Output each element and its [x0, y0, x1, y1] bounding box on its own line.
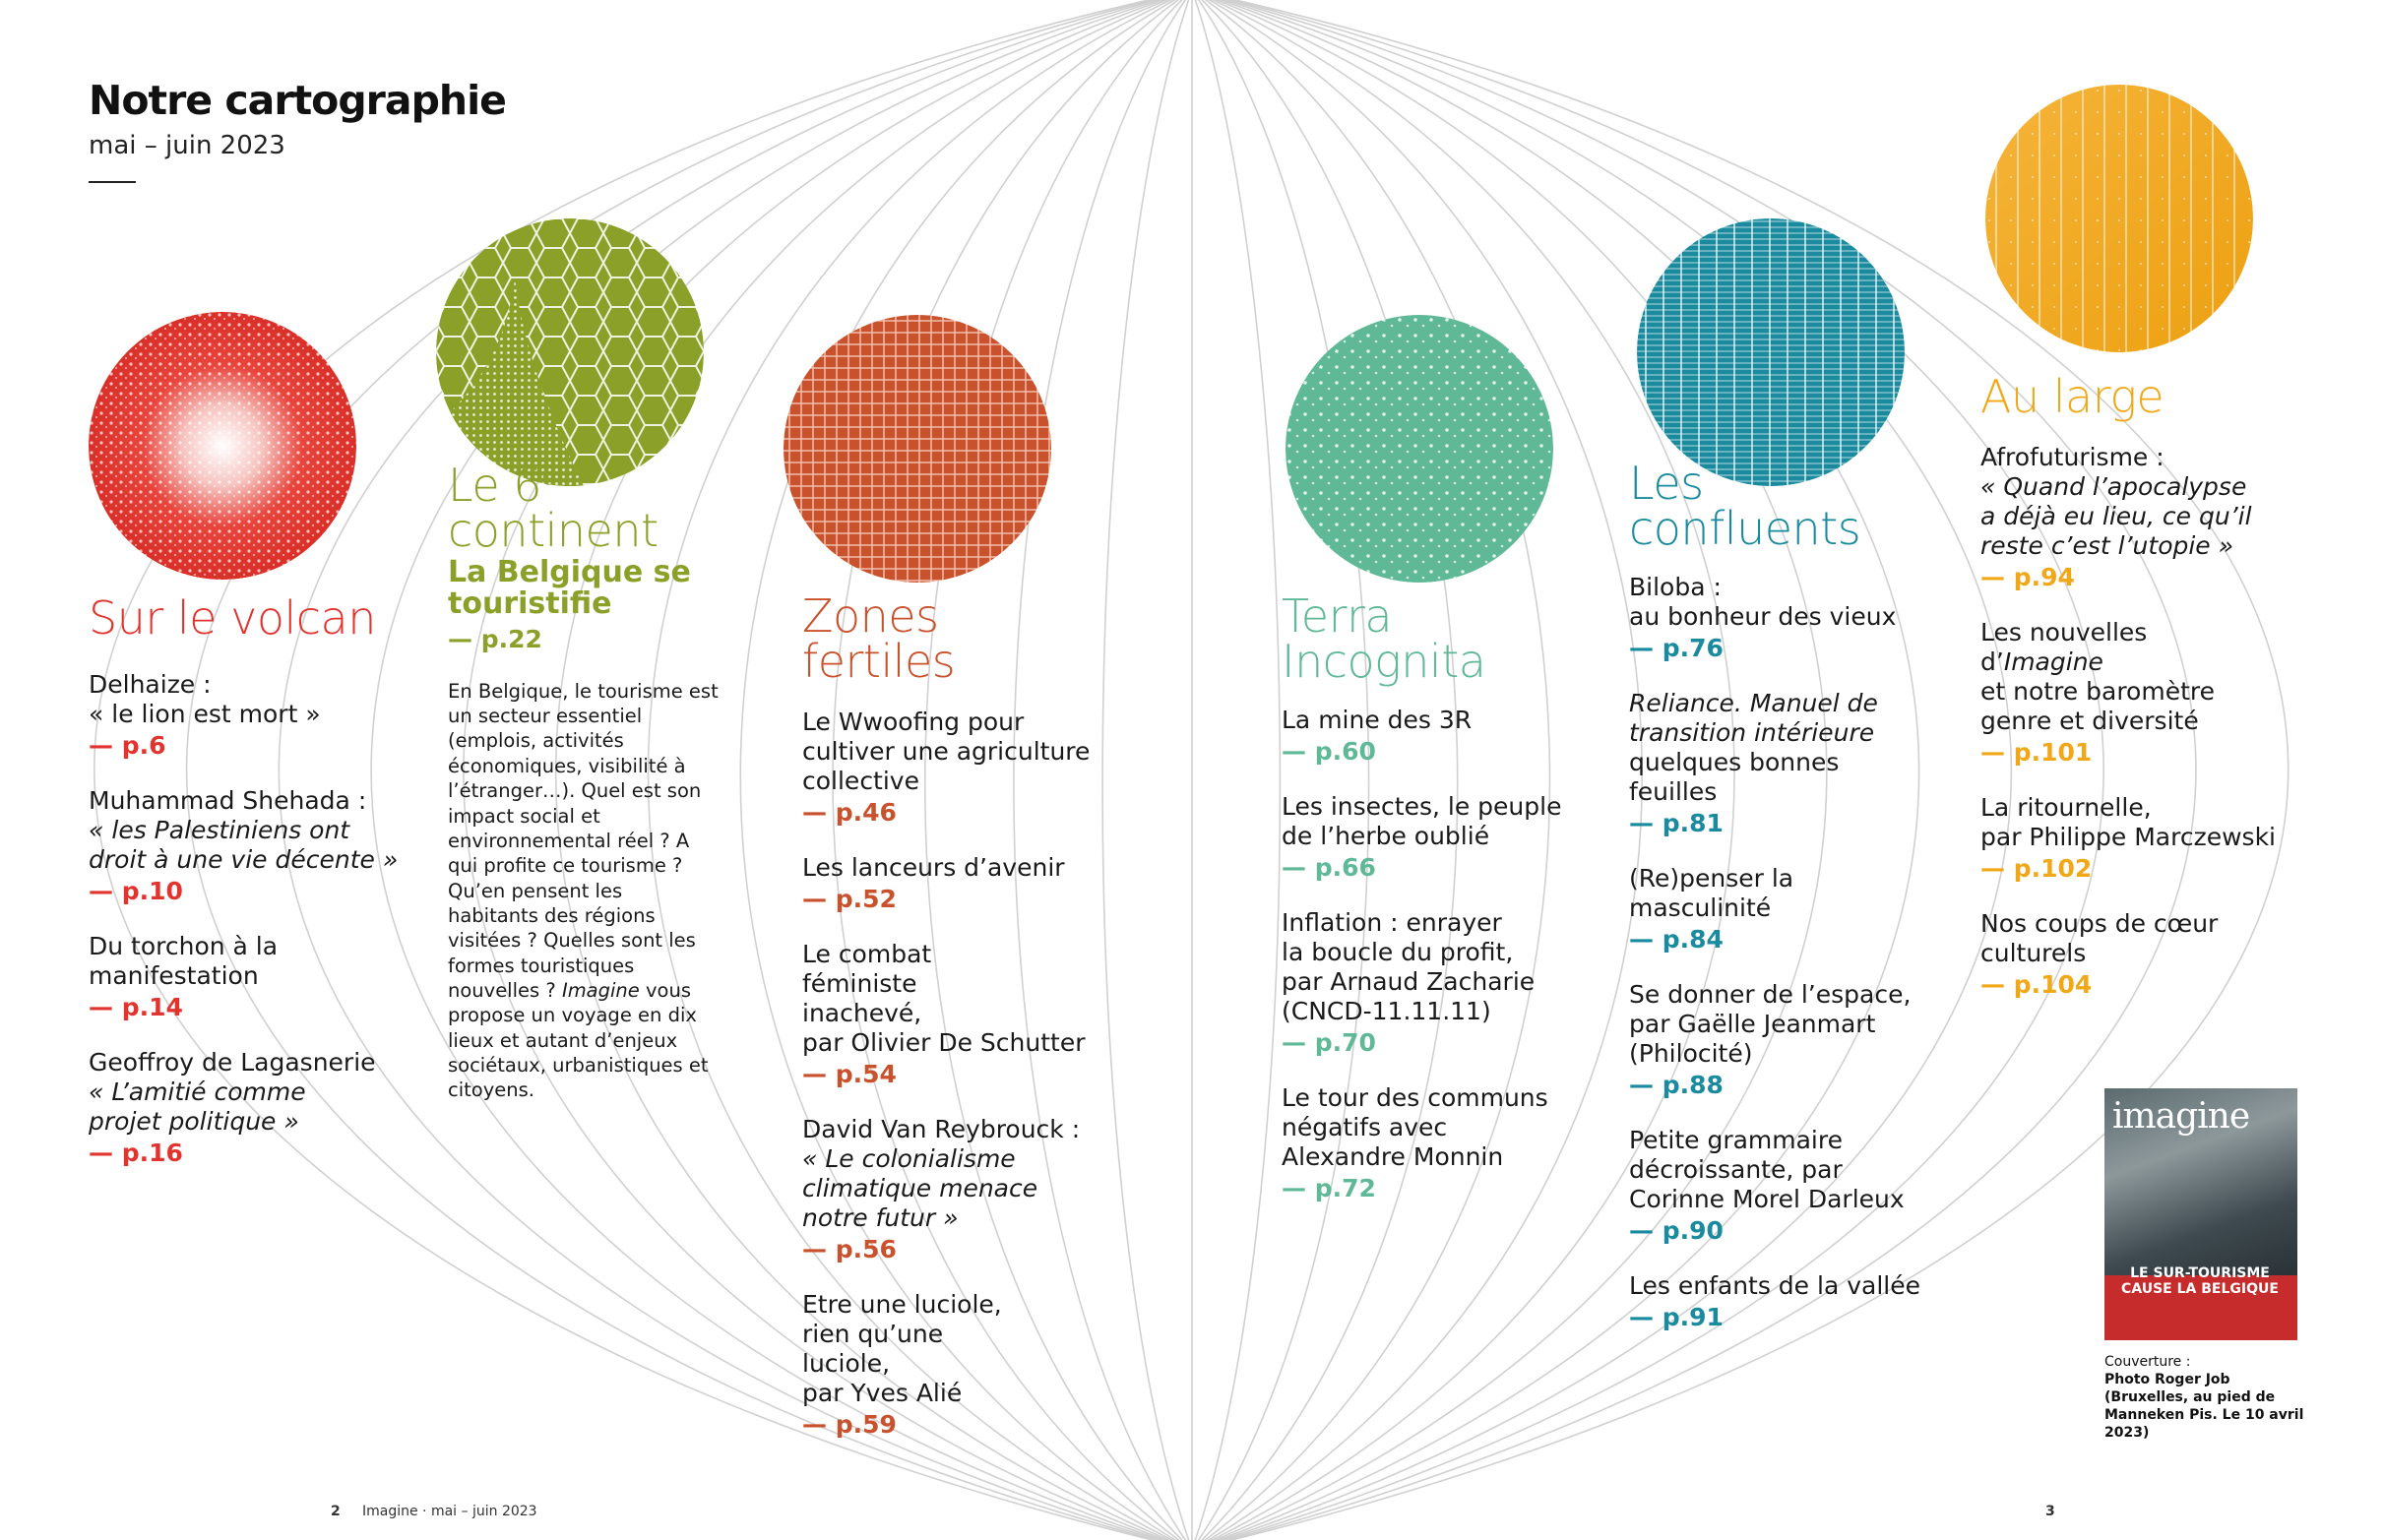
- au-large-circle-illustration: [1985, 85, 2253, 352]
- list-item[interactable]: [1629, 1126, 1934, 1246]
- item-title: Se donner de l’espace,: [1629, 980, 1912, 1009]
- list-item[interactable]: [1282, 706, 1577, 767]
- caption-text: Photo Roger Job (Bruxelles, au pied de Manneken Pis. Le 10 avril 2023): [2104, 1371, 2304, 1441]
- left-footer-text: Imagine · mai – juin 2023: [362, 1504, 537, 1519]
- item-title: Etre une luciole, rien qu’une luciole,: [802, 1290, 1002, 1378]
- page-ref: — p.59: [802, 1410, 897, 1439]
- confluents-circle-illustration: [1637, 218, 1905, 486]
- item-title: David Van Reybrouck :: [802, 1115, 1081, 1143]
- item-subtitle: au bonheur des vieux: [1629, 602, 1897, 631]
- item-title: Le Wwoofing pour cultiver une agriculture collective: [802, 708, 1091, 795]
- item-title: Nos coups de cœur culturels: [1980, 909, 2219, 967]
- item-title: Le tour des communs négatifs avec Alexandre Monnin: [1282, 1083, 1548, 1171]
- item-author: par Arnaud Zacharie (CNCD-11.11.11): [1282, 967, 1536, 1025]
- title-divider: [89, 181, 136, 183]
- item-title: Petite grammaire décroissante, par Corinne Morel Darleux: [1629, 1126, 1905, 1213]
- list-item[interactable]: [1629, 573, 1934, 663]
- page-ref: — p.6: [89, 731, 166, 760]
- page-ref: — p.88: [1629, 1071, 1724, 1099]
- list-item[interactable]: [1629, 1271, 1934, 1332]
- item-title: La mine des 3R: [1282, 706, 1473, 734]
- section-au-large: [1980, 370, 2276, 1025]
- list-item[interactable]: [1282, 908, 1577, 1058]
- list-item[interactable]: [802, 1290, 1098, 1440]
- sixth-continent-circle-illustration: [436, 218, 704, 486]
- fertile-zones-circle-illustration: [784, 315, 1051, 583]
- page-ref: — p.72: [1282, 1174, 1376, 1202]
- section-title: Sur le volcan: [89, 591, 376, 645]
- section-title: Les confluents: [1629, 457, 1861, 555]
- list-item[interactable]: [89, 932, 413, 1022]
- item-subtitle: et notre baromètre genre et diversité: [1980, 677, 2215, 735]
- page-ref: — p.70: [1282, 1028, 1376, 1057]
- section-title: Au large: [1980, 370, 2164, 423]
- item-title: La ritournelle,: [1980, 793, 2152, 822]
- item-quote: « les Palestiniens ont droit à une vie décente »: [89, 816, 399, 874]
- section-intro: En Belgique, le tourisme est un secteur essentiel (emplois, activités économiques, visibilité à l’étranger…). Quel est son impact social et environnemental réel ? A qui profite ce tourisme ? Qu’en pensent les habitants des régions visitées ? Quelles sont les formes touristiques nouvelles ? Imagine vous propose un voyage en dix lieux et autant d’enjeux sociétaux, urbanistiques et citoyens.: [448, 679, 719, 1102]
- page-ref: — p.60: [1282, 737, 1376, 766]
- section-zones: [802, 589, 1098, 1465]
- list-item[interactable]: [1980, 618, 2276, 768]
- caption-label: Couverture :: [2104, 1354, 2191, 1370]
- item-subtitle: quelques bonnes feuilles: [1629, 748, 1840, 806]
- item-title: Afrofuturisme :: [1980, 443, 2164, 471]
- page-ref: — p.16: [89, 1139, 183, 1167]
- list-item[interactable]: [89, 786, 413, 906]
- right-page-number: 3: [2045, 1504, 2055, 1519]
- item-title: Delhaize :: [89, 670, 212, 699]
- page-ref: — p.14: [89, 993, 183, 1021]
- item-title: Les enfants de la vallée: [1629, 1271, 1920, 1300]
- page-ref: — p.102: [1980, 854, 2093, 883]
- page-title: Notre cartographie: [89, 77, 506, 124]
- page-ref: — p.76: [1629, 634, 1724, 662]
- list-item[interactable]: [89, 670, 413, 761]
- item-title: Les insectes, le peuple de l’herbe oublié: [1282, 792, 1562, 850]
- section-confluents: [1629, 457, 1934, 1358]
- page-ref[interactable]: — p.22: [448, 624, 542, 653]
- page-ref: — p.66: [1282, 853, 1376, 882]
- item-title: Biloba :: [1629, 573, 1722, 601]
- list-item[interactable]: [1282, 1083, 1577, 1203]
- page-ref: — p.10: [89, 877, 183, 905]
- cover-caption: [2104, 1354, 2311, 1443]
- page-ref: — p.90: [1629, 1216, 1724, 1245]
- page-ref: — p.104: [1980, 970, 2093, 999]
- item-title: (Re)penser la masculinité: [1629, 864, 1794, 922]
- left-page-number: 2: [331, 1504, 341, 1519]
- section-title: Le 6e continent: [448, 459, 659, 557]
- item-quote: « Quand l’apocalypse a déjà eu lieu, ce qu’il reste c’est l’utopie »: [1980, 472, 2252, 560]
- list-item[interactable]: [1980, 909, 2276, 1000]
- page-ref: — p.56: [802, 1235, 897, 1263]
- page-ref: — p.54: [802, 1060, 897, 1088]
- page-ref: — p.46: [802, 798, 897, 827]
- item-quote: « L’amitié comme projet politique »: [89, 1078, 306, 1136]
- item-author: par Philippe Marczewski: [1980, 823, 2276, 851]
- item-title: Muhammad Shehada :: [89, 786, 367, 815]
- magazine-cover-thumbnail[interactable]: [2104, 1088, 2297, 1340]
- cover-masthead: imagine: [2112, 1096, 2250, 1137]
- list-item[interactable]: [802, 1115, 1098, 1264]
- section-title: Terra Incognita: [1282, 589, 1486, 688]
- page-ref: — p.101: [1980, 738, 2093, 767]
- list-item[interactable]: [1629, 689, 1934, 838]
- page-ref: — p.91: [1629, 1303, 1724, 1331]
- list-item[interactable]: [1629, 864, 1934, 955]
- volcano-circle-illustration: [89, 312, 356, 580]
- terra-incognita-circle-illustration: [1286, 315, 1553, 583]
- item-title: Les nouvelles d’Imagine: [1980, 618, 2148, 676]
- section-volcan: [89, 591, 413, 1194]
- list-item[interactable]: [802, 853, 1098, 914]
- page-ref: — p.81: [1629, 809, 1724, 837]
- page-ref: — p.84: [1629, 925, 1724, 954]
- item-title: Geoffroy de Lagasnerie: [89, 1048, 376, 1077]
- list-item[interactable]: [1980, 793, 2276, 884]
- list-item[interactable]: [89, 1048, 413, 1168]
- section-subtitle: La Belgique se touristifie: [448, 555, 691, 622]
- item-title: Inflation : enrayer la boucle du profit,: [1282, 908, 1514, 966]
- page-ref: — p.94: [1980, 563, 2075, 591]
- item-title: Le combat féministe inachevé,: [802, 940, 932, 1027]
- list-item[interactable]: [802, 708, 1098, 828]
- item-subtitle: « le lion est mort »: [89, 700, 321, 728]
- section-terra: [1282, 589, 1577, 1229]
- page-ref: — p.52: [802, 885, 897, 913]
- section-title: Zones fertiles: [802, 589, 956, 688]
- section-continent: [448, 459, 743, 1103]
- list-item[interactable]: [1629, 980, 1934, 1100]
- item-title: Reliance. Manuel de transition intérieure: [1629, 689, 1878, 747]
- item-author: par Yves Alié: [802, 1379, 963, 1407]
- cover-headline: LE SUR-TOURISME CAUSE LA BELGIQUE: [2121, 1265, 2279, 1298]
- item-title: Les lanceurs d’avenir: [802, 853, 1065, 882]
- issue-date: mai – juin 2023: [89, 131, 285, 160]
- item-author: par Olivier De Schutter: [802, 1028, 1086, 1057]
- list-item[interactable]: [802, 940, 1098, 1089]
- item-quote: « Le colonialisme climatique menace notre futur »: [802, 1144, 1038, 1232]
- list-item[interactable]: [1980, 443, 2276, 592]
- item-author: par Gaëlle Jeanmart (Philocité): [1629, 1010, 1876, 1068]
- list-item[interactable]: [1282, 792, 1577, 883]
- item-title: Du torchon à la manifestation: [89, 932, 279, 990]
